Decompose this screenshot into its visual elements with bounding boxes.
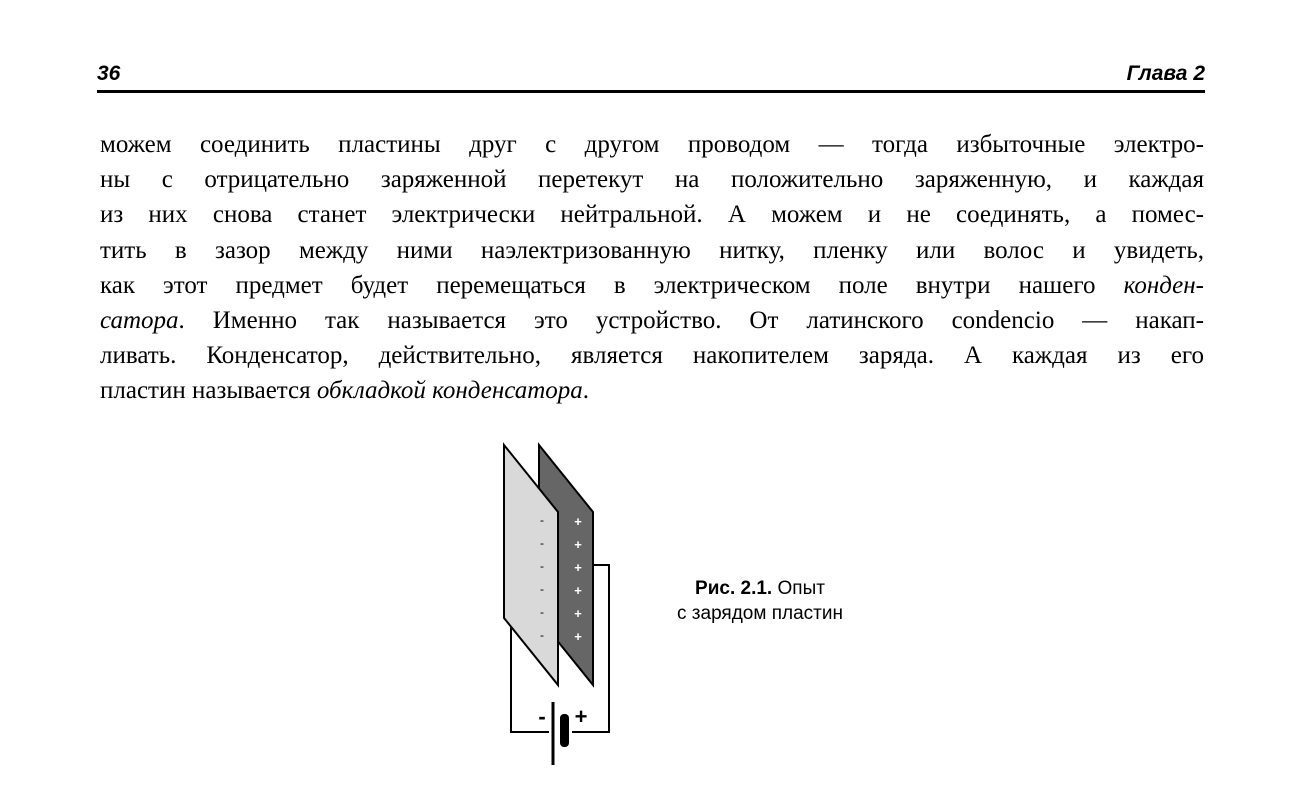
text-line: из них снова станет электрически нейтральной. А можем и не соединять, а помес- <box>100 201 1204 229</box>
text-run: . <box>582 377 590 405</box>
minus-sign: - <box>540 559 544 573</box>
figure-caption <box>650 576 870 626</box>
text-line: тить в зазор между ними наэлектризованную нитку, пленку или волос и увидеть, <box>100 236 1204 264</box>
text-run: пластин называется <box>100 377 317 405</box>
battery-minus-sign: - <box>538 704 546 729</box>
caption-text: Опыт <box>772 578 825 599</box>
text-line: ливать. Конденсатор, действительно, является накопителем заряда. А каждая из его <box>100 342 1204 370</box>
text-line <box>100 373 1204 408</box>
page-number: 36 <box>97 62 121 85</box>
minus-sign: - <box>540 605 544 619</box>
plus-sign: + <box>574 560 582 575</box>
minus-sign: - <box>540 628 544 642</box>
plus-sign: + <box>574 514 582 529</box>
battery-short-plate <box>560 714 569 747</box>
text-line <box>100 268 1204 303</box>
minus-sign: - <box>540 536 544 550</box>
caption-label: Рис. 2.1. <box>695 578 773 599</box>
plus-sign: + <box>574 537 582 552</box>
text-run: . Именно так называется это устройство. От латинского condencio — накап- <box>178 306 1204 334</box>
plus-sign: + <box>574 606 582 621</box>
emphasized-term: конден- <box>1123 271 1204 299</box>
page-header <box>97 58 1205 93</box>
battery-plus-sign: + <box>574 704 588 729</box>
body-paragraph <box>100 127 1204 409</box>
caption-line <box>650 576 870 601</box>
emphasized-term: сатора <box>100 306 179 334</box>
minus-sign: - <box>540 582 544 596</box>
minus-sign: - <box>540 513 544 527</box>
text-line <box>100 303 1204 338</box>
text-line: можем соединить пластины друг с другом проводом — тогда избыточные электро- <box>100 131 1204 158</box>
plus-sign: + <box>574 629 582 644</box>
plus-sign: + <box>574 583 582 598</box>
capacitor-figure <box>495 440 625 770</box>
chapter-title: Глава 2 <box>1126 62 1205 85</box>
text-run: как этот предмет будет перемещаться в электрическом поле внутри нашего <box>100 271 1124 299</box>
text-line: ны с отрицательно заряженной перетекут на положительно заряженную, и каждая <box>100 166 1204 194</box>
emphasized-term: обкладкой конденсатора <box>316 377 583 405</box>
caption-line: с зарядом пластин <box>677 603 843 624</box>
